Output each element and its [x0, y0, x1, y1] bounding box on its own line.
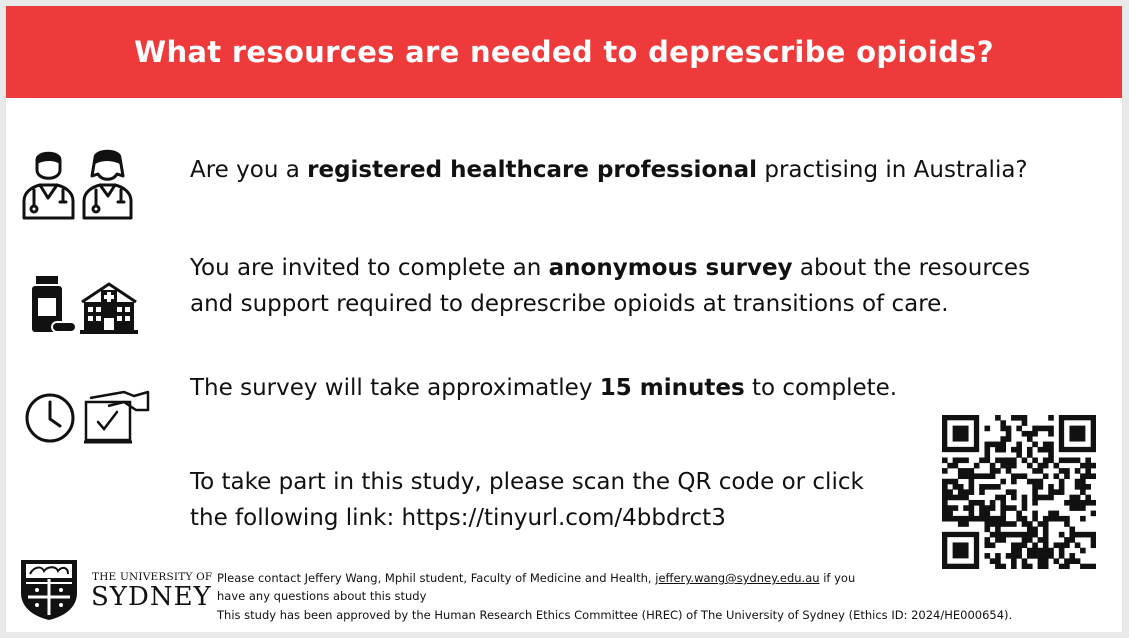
title-banner — [6, 6, 1122, 98]
survey-text-1: You are invited to complete an — [190, 255, 549, 281]
survey-text-2: about the resources — [792, 255, 1031, 281]
contact-email-link[interactable]: jeffery.wang@sydney.edu.au — [655, 571, 820, 585]
survey-line-2: and support required to deprescribe opioids at transitions of care. — [190, 291, 949, 317]
professional-text-2: practising in Australia? — [757, 157, 1028, 183]
flyer-card — [6, 6, 1122, 632]
survey-duration — [190, 370, 897, 406]
participation-line-1: To take part in this study, please scan the QR code or click — [190, 469, 864, 495]
survey-text-bold: anonymous survey — [548, 255, 793, 281]
duration-text-bold: 15 minutes — [599, 375, 745, 401]
doctors-icon — [20, 146, 142, 226]
professional-text-bold: registered healthcare professional — [307, 157, 758, 183]
page-title: What resources are needed to deprescribe opioids? — [134, 35, 994, 69]
contact-info-line-2: have any questions about this study — [217, 589, 427, 603]
clock-ballot-icon — [24, 384, 150, 452]
contact-info — [217, 569, 855, 587]
ethics-statement: This study has been approved by the Human Research Ethics Committee (HREC) of The University of Sydney (Ethics ID: 2024/HE000654). — [217, 608, 1013, 622]
participation-line-2[interactable]: the following link: https://tinyurl.com/4bbdrct3 — [190, 505, 726, 531]
contact-text-2: if you — [819, 571, 856, 585]
contact-text-1: Please contact Jeffery Wang, Mphil student, Faculty of Medicine and Health, — [217, 571, 656, 585]
qr-code[interactable] — [942, 415, 1096, 569]
medicine-hospital-icon — [30, 274, 142, 340]
duration-text-2: to complete. — [744, 375, 898, 401]
professional-text-1: Are you a — [190, 157, 308, 183]
university-name-big: SYDNEY — [91, 582, 212, 612]
duration-text-1: The survey will take approximatley — [190, 375, 600, 401]
survey-invitation — [190, 250, 1030, 322]
participation-instructions — [190, 464, 864, 536]
university-crest-icon — [18, 557, 80, 625]
university-name-small: THE UNIVERSITY OF — [92, 571, 213, 583]
qr-code-graphic — [942, 415, 1096, 569]
professional-question — [190, 152, 1028, 188]
survey-line-1 — [190, 250, 1030, 286]
